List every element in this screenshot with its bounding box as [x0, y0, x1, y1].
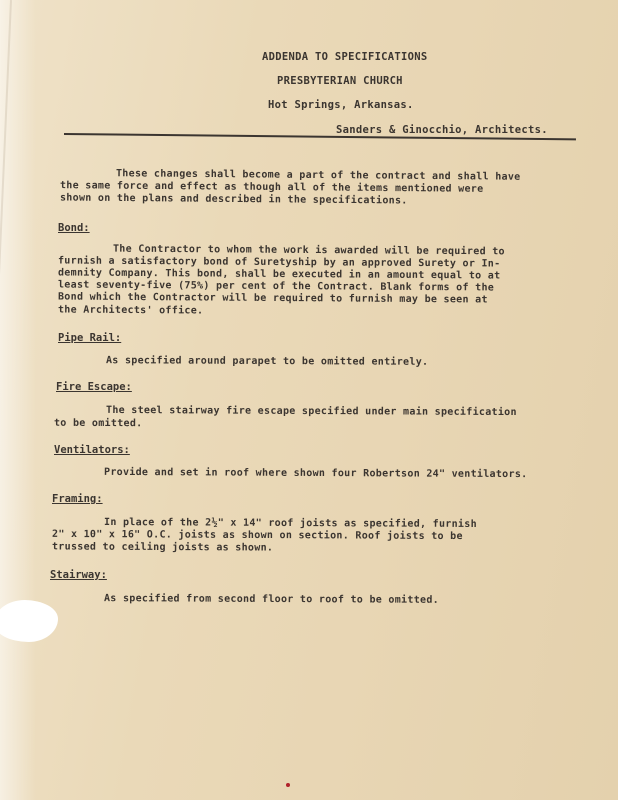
- intro-line: These changes shall become a part of the contract and shall have: [115, 168, 521, 183]
- bond-line: The Contractor to whom the work is awarded will be required to: [112, 243, 505, 258]
- document-title: ADDENDA TO SPECIFICATIONS: [262, 51, 428, 63]
- fire-escape-line: to be omitted.: [53, 417, 143, 430]
- intro-line: the same force and effect as though all of the items mentioned were: [59, 180, 484, 195]
- section-heading-fire-escape: Fire Escape:: [56, 381, 132, 393]
- location: Hot Springs, Arkansas.: [268, 99, 414, 111]
- section-heading-bond: Bond:: [58, 222, 90, 234]
- red-mark: [286, 783, 290, 787]
- ventilators-line: Provide and set in roof where shown four Robertson 24" ventilators.: [103, 466, 528, 481]
- framing-line: trussed to ceiling joists as shown.: [51, 541, 274, 554]
- bond-line: the Architects' office.: [57, 304, 204, 317]
- framing-line: In place of the 2½" x 14" roof joists as specified, furnish: [103, 517, 477, 530]
- stairway-line: As specified from second floor to roof to be omitted.: [103, 593, 440, 606]
- fire-escape-line: The steel stairway fire escape specified under main specification: [105, 404, 517, 419]
- pipe-rail-line: As specified around parapet to be omitted entirely.: [105, 355, 429, 368]
- section-heading-framing: Framing:: [52, 493, 103, 505]
- bond-line: demnity Company. This bond, shall be executed in an amount equal to at: [57, 267, 501, 282]
- architects: Sanders & Ginocchio, Architects.: [336, 124, 548, 136]
- bond-line: furnish a satisfactory bond of Suretyship by an approved Surety or In-: [57, 255, 501, 270]
- section-heading-ventilators: Ventilators:: [54, 444, 130, 456]
- church-name: PRESBYTERIAN CHURCH: [277, 75, 403, 87]
- torn-paper-corner: [0, 600, 58, 642]
- section-heading-stairway: Stairway:: [50, 569, 107, 581]
- intro-line: shown on the plans and described in the specifications.: [59, 192, 408, 207]
- bond-line: Bond which the Contractor will be required to furnish may be seen at: [57, 291, 488, 306]
- section-heading-pipe-rail: Pipe Rail:: [58, 332, 122, 344]
- framing-line: 2" x 10" x 16" O.C. joists as shown on section. Roof joists to be: [51, 528, 463, 543]
- bond-line: least seventy-five (75%) per cent of the Contract. Blank forms of the: [57, 279, 495, 294]
